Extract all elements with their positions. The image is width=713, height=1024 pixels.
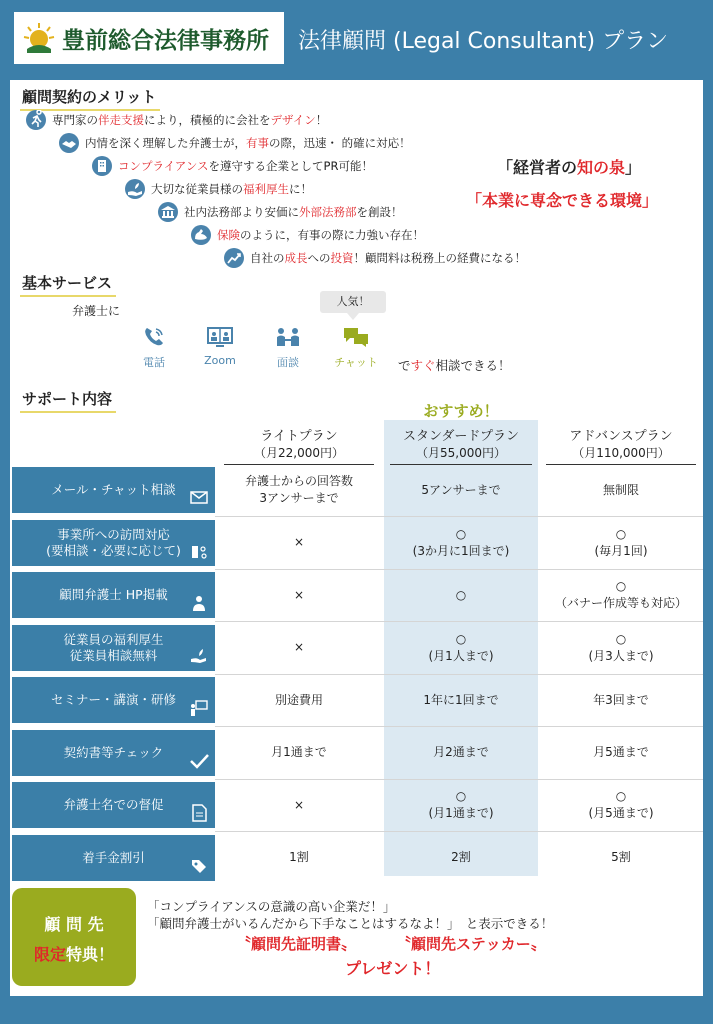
service-zoom-label: Zoom (204, 354, 236, 367)
table-cell (224, 835, 374, 881)
runner-icon (26, 110, 46, 130)
service-phone (124, 326, 184, 370)
plan-lite-underline (224, 464, 374, 465)
merit-text: を創設！ (356, 205, 403, 219)
visit-icon (189, 541, 209, 561)
table-cell-line: 無制限 (602, 482, 639, 497)
services-title: 基本サービス (20, 272, 116, 297)
service-chat (326, 326, 386, 370)
plan-advance-price: （月110,000円） (572, 446, 670, 460)
merit-text: 保険 (217, 228, 240, 242)
table-cell-line: 2割 (451, 850, 471, 864)
institution-icon (158, 202, 178, 222)
row-label-text (63, 797, 163, 813)
services-suffix-post: 相談できる！ (435, 358, 511, 373)
row-label (12, 520, 215, 566)
plan-lite-price: （月22,000円） (254, 446, 344, 460)
table-cell-line: 1割 (289, 850, 309, 864)
row-divider (215, 831, 703, 832)
merit-text: を遵守する企業としてPR可能！ (208, 159, 373, 173)
bonus-line2: 「顧問弁護士がいるんだから下手なことはするなよ！」 と表示できる！ (147, 916, 554, 931)
table-cell (546, 625, 696, 671)
bonus-badge-em: 限定 (33, 945, 66, 964)
popular-badge: 人気！ (320, 291, 386, 313)
row-label-text (51, 692, 176, 708)
merit-text: 福利厚生 (243, 182, 289, 196)
merit-text: 大切な従業員様の (151, 182, 243, 196)
merit-text: 自社の (250, 251, 285, 265)
row-label-text (64, 745, 164, 761)
table-cell-line: 5割 (611, 850, 631, 864)
table-cell-line: (月3人まで) (588, 648, 654, 663)
table-cell-line: × (293, 587, 305, 602)
table-cell-line: (毎月1回) (594, 543, 648, 558)
table-cell (384, 730, 538, 776)
plan-standard-head (384, 428, 538, 462)
table-cell-line: 月2通まで (433, 745, 489, 759)
row-label (12, 467, 215, 513)
merit-text: により，積極的に会社を (144, 113, 271, 127)
row-label (12, 677, 215, 723)
seminar-icon (189, 698, 209, 718)
row-label (12, 730, 215, 776)
slogan-em: 知の泉 (577, 158, 626, 177)
merit-text: 内情を深く理解した弁護士が， (85, 136, 246, 150)
plan-title: 法律顧問 (Legal Consultant) プラン (298, 29, 669, 54)
table-cell (224, 677, 374, 723)
meeting-icon (274, 326, 302, 348)
popular-badge-pointer (347, 313, 359, 320)
merit-text: 社内法務部より安価に (184, 205, 299, 219)
row-label (12, 625, 215, 671)
table-cell (384, 835, 538, 881)
row-divider (215, 621, 703, 622)
service-chat-label: チャット (334, 356, 378, 369)
services-suffix-em: すぐ (410, 358, 436, 373)
table-cell (224, 625, 374, 671)
plan-advance-underline (546, 464, 696, 465)
video-call-icon (206, 326, 234, 348)
row-label-main: メール・チャット相談 (51, 482, 176, 497)
table-cell (384, 520, 538, 566)
bonus-line1: 「コンプライアンスの意識の高い企業だ！」 (147, 899, 396, 914)
table-cell (224, 730, 374, 776)
table-cell-line: 1年に1回まで (423, 692, 499, 707)
service-meeting-label: 面談 (277, 356, 299, 369)
row-divider (215, 779, 703, 780)
checkmark-icon (189, 751, 209, 771)
table-cell-line: ○ (455, 631, 467, 646)
service-phone-label: 電話 (143, 356, 165, 369)
table-cell (546, 730, 696, 776)
merit-text: デザイン (270, 113, 316, 127)
table-cell (546, 782, 696, 828)
table-cell-line: ○ (455, 789, 467, 803)
table-cell-line: ○ (615, 789, 627, 803)
table-cell-line: (月5通まで) (588, 806, 654, 820)
row-label (12, 572, 215, 618)
table-cell (384, 782, 538, 828)
chat-icon (342, 326, 370, 348)
row-label-main: 顧問弁護士 HP掲載 (59, 587, 168, 602)
bonus-badge-line2 (12, 940, 136, 970)
row-label-main: 着手金割引 (82, 849, 145, 865)
table-cell (384, 572, 538, 618)
table-cell-line: ○ (455, 526, 467, 541)
logo-emblem-icon (22, 21, 56, 55)
table-cell-line: (3か月に1回まで) (412, 543, 510, 558)
table-cell-line: 別途費用 (274, 692, 323, 707)
row-label-text (51, 482, 175, 498)
table-cell (224, 782, 374, 828)
slogan-knowledge (497, 155, 641, 178)
slogan-pre: 「経営者の (497, 158, 578, 177)
merit-item (26, 110, 327, 130)
bonus-badge (12, 888, 136, 986)
table-cell-line: ○ (615, 631, 627, 646)
merit-text: ！顧問料は税務上の経費になる！ (353, 251, 526, 265)
bonus-gift-certificate: 〝顧問先証明書〟 (236, 935, 357, 953)
lawyer-profile-icon (189, 593, 209, 613)
row-label-main: 従業員の福利厚生 (63, 631, 164, 647)
table-cell (546, 677, 696, 723)
bonus-gift-present: プレゼント！ (345, 959, 441, 978)
services-suffix (398, 356, 511, 374)
merit-text: 外部法務部 (299, 205, 357, 219)
merit-item (59, 133, 411, 153)
merit-text: に！ (289, 182, 312, 196)
table-cell (546, 520, 696, 566)
merit-text: 専門家の (52, 113, 98, 127)
table-cell-line: (月1通まで) (428, 806, 494, 820)
row-divider (215, 516, 703, 517)
handshake-icon (59, 133, 79, 153)
row-divider (215, 726, 703, 727)
table-cell (546, 572, 696, 618)
table-cell-line: 弁護士からの回答数 (244, 474, 353, 488)
row-label-main: 事業所への訪問対応 (57, 526, 170, 542)
table-cell-line: ○ (455, 587, 467, 602)
slogan-focus: 「本業に専念できる環境」 (466, 191, 659, 210)
service-meeting (258, 326, 318, 370)
merit-text: ！ (315, 113, 328, 127)
merit-text: コンプライアンス (118, 159, 209, 173)
merit-item (224, 248, 526, 268)
mail-icon (189, 488, 209, 508)
row-label (12, 782, 215, 828)
table-cell-line: 5アンサーまで (421, 482, 501, 497)
table-cell-line: × (293, 797, 305, 812)
service-zoom (190, 326, 250, 367)
table-cell-line: × (293, 535, 305, 549)
plan-standard-name: スタンダードプラン (402, 429, 520, 444)
table-cell (224, 520, 374, 566)
row-label-main: セミナー・講演・研修 (50, 692, 176, 707)
row-label-text (46, 527, 181, 559)
bonus-gift-sticker: 〝顧問先ステッカー〟 (396, 935, 546, 953)
row-label-text (59, 587, 167, 603)
table-cell (546, 835, 696, 881)
strength-icon (191, 225, 211, 245)
row-label-sub: (要相談・必要に応じて) (46, 542, 181, 558)
table-cell-line: (月1人まで) (428, 648, 494, 663)
merit-text: 成長 (284, 251, 308, 265)
phone-icon (142, 326, 166, 348)
row-label-main: 弁護士名での督促 (63, 797, 164, 812)
table-cell-line: 月5通まで (593, 745, 649, 759)
row-label-main: 契約書等チェック (63, 744, 164, 760)
table-cell-line: 年3回まで (593, 692, 649, 707)
document-icon (189, 803, 209, 823)
recommend-label: おすすめ！ (423, 402, 499, 420)
merit-item (158, 202, 403, 222)
merit-text: の際，迅速・ 的確に対応！ (269, 136, 411, 150)
hand-plant-icon (125, 179, 145, 199)
merit-item (125, 179, 312, 199)
table-cell (546, 467, 696, 513)
support-title: サポート内容 (20, 388, 116, 413)
merit-text: のように，有事の際に力強い存在！ (240, 228, 424, 242)
table-cell (224, 467, 374, 513)
table-cell-line: ○ (615, 579, 627, 593)
merit-item (191, 225, 424, 245)
firm-name: 豊前総合法律事務所 (62, 26, 269, 54)
plan-standard-price: （月55,000円） (416, 446, 506, 460)
logo (14, 12, 284, 64)
row-label-text (63, 632, 163, 664)
row-label-sub: 従業員相談無料 (69, 647, 158, 663)
welfare-hand-icon (189, 646, 209, 666)
row-label (12, 835, 215, 881)
table-cell (224, 572, 374, 618)
services-suffix-pre: で (398, 358, 411, 373)
slogan-post: 」 (625, 158, 642, 177)
merit-text: 伴走支援 (98, 113, 144, 127)
merit-item (92, 156, 373, 176)
row-divider (215, 674, 703, 675)
table-cell-line: × (293, 640, 305, 654)
merits-title: 顧問契約のメリット (20, 86, 160, 111)
merit-text: への (307, 251, 331, 265)
table-cell-line: 月1通まで (271, 745, 327, 759)
row-label-text (82, 850, 145, 866)
plan-advance-name: アドバンスプラン (569, 429, 673, 444)
merit-text: 投資 (330, 251, 354, 265)
table-cell (384, 625, 538, 671)
table-cell-line: ○ (615, 526, 627, 541)
bonus-badge-line1: 顧 問 先 (44, 915, 104, 934)
plan-lite-name: ライトプラン (260, 429, 338, 444)
table-cell (384, 467, 538, 513)
services-intro: 弁護士に (72, 304, 121, 318)
bonus-badge-post: 特典！ (66, 945, 115, 964)
plan-lite-head (224, 428, 374, 462)
discount-tag-icon (189, 856, 209, 876)
table-cell (384, 677, 538, 723)
table-cell-line: （バナー作成等も対応） (554, 596, 687, 610)
growth-chart-icon (224, 248, 244, 268)
table-cell-line: 3アンサーまで (259, 491, 339, 505)
building-icon (92, 156, 112, 176)
row-divider (215, 569, 703, 570)
merit-text: 有事 (246, 136, 269, 150)
plan-standard-underline (390, 464, 532, 465)
plan-advance-head (546, 428, 696, 462)
